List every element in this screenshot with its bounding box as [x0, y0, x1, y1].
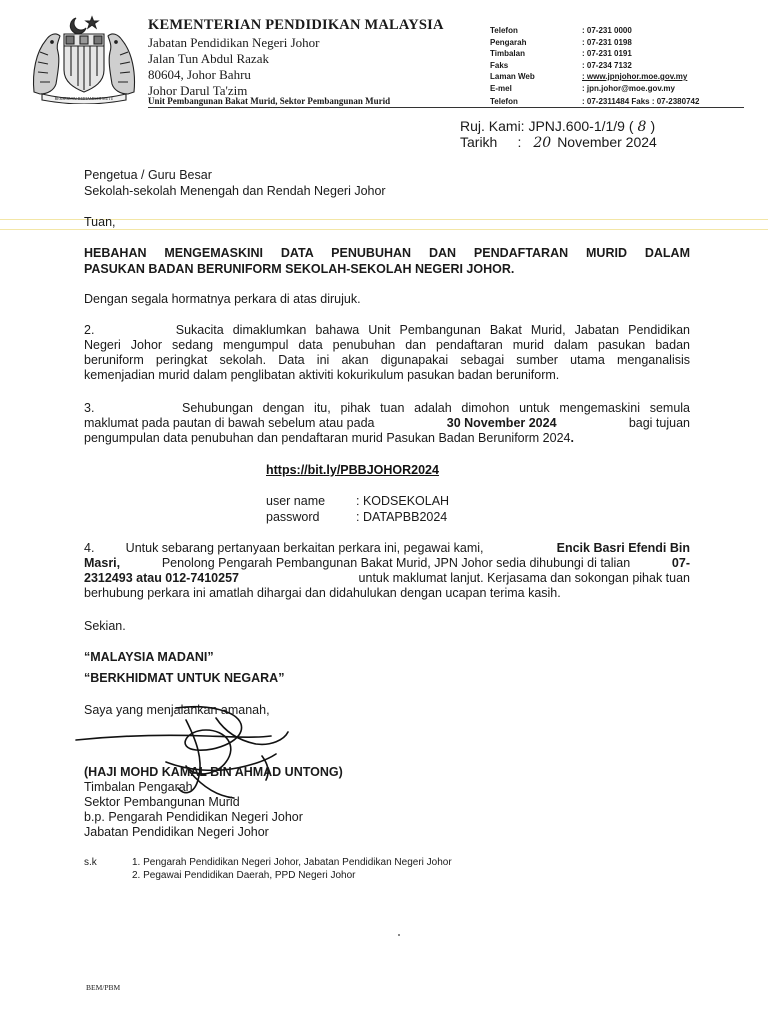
officer-name: Masri, [84, 556, 121, 570]
email-link[interactable]: : jpn.johor@moe.gov.my [582, 83, 675, 93]
address-line: Jalan Tun Abdul Razak [148, 51, 269, 66]
credential-value: : DATAPBB2024 [356, 510, 448, 524]
contact-label: Telefon [490, 97, 518, 106]
paragraph-line: kemenjadian murid dalam penglibatan aktiviti kokurikulum pasukan badan beruniform. [84, 368, 560, 382]
contact-value: : 07-234 7132 [582, 60, 632, 70]
paragraph-text: bagi tujuan [628, 416, 690, 430]
reference-handwritten: 8 [637, 119, 647, 135]
salutation: Tuan, [84, 215, 116, 229]
paragraph-3 [84, 401, 690, 446]
contact-value: : 07-231 0000 [582, 26, 632, 35]
contact-label: Laman Web [490, 72, 535, 81]
date-rest: November 2024 [557, 134, 657, 150]
contact-label: E-mel [490, 83, 512, 93]
contact-label: Timbalan [490, 49, 525, 58]
paragraph-2 [84, 323, 690, 383]
paragraph-line [84, 541, 690, 556]
phone-number: 07- [671, 556, 690, 570]
signatory-name: (HAJI MOHD KAMAL BIN AHMAD UNTONG) [84, 765, 343, 779]
paragraph-text: Penolong Pengarah Pembangunan Bakat Murid, JPN Johor sedia dihubungi di talian [161, 556, 631, 570]
paragraph-text: maklumat pada pautan di bawah sebelum atau pada [84, 416, 375, 430]
credential-label: user name [266, 494, 326, 508]
deadline-date: 30 November 2024 [446, 416, 557, 430]
credential-label: password [266, 510, 320, 524]
paragraph-text: . [570, 431, 574, 445]
slogan: “BERKHIDMAT UNTUK NEGARA” [84, 671, 285, 685]
paragraph-line: beruniform peringkat sekolah. Data ini akan digunapakai sebagai sumber utama menganalisis [84, 353, 690, 367]
recipient-line: Pengetua / Guru Besar [84, 168, 212, 182]
reference-close: ) [650, 118, 656, 134]
credential-row [266, 510, 447, 525]
paragraph-line: 3. Sehubungan dengan itu, pihak tuan adalah dimohon untuk mengemaskini semula [84, 401, 690, 415]
date-label: Tarikh [460, 134, 498, 150]
signatory-title: b.p. Pengarah Pendidikan Negeri Johor [84, 810, 303, 824]
address-line: 80604, Johor Bahru [148, 67, 251, 82]
officer-name: Encik Basri Efendi Bin [556, 541, 690, 555]
scan-speck [398, 934, 400, 936]
credential-value: : KODSEKOLAH [356, 494, 450, 508]
paragraph-text: untuk maklumat lanjut. Kerjasama dan sokongan pihak tuan [358, 571, 690, 585]
coat-of-arms-logo [28, 12, 140, 104]
cc-label: s.k [84, 857, 97, 868]
subject-line: HEBAHAN MENGEMASKINI DATA PENUBUHAN DAN PENDAFTARAN MURID DALAM [84, 246, 690, 260]
contact-value: : 07-2311484 Faks : 07-2380742 [582, 97, 700, 106]
recipient-line: Sekolah-sekolah Menengah dan Rendah Negeri Johor [84, 184, 386, 198]
paragraph-line [84, 556, 690, 571]
contact-block [490, 25, 750, 94]
contact-value: : 07-231 0198 [582, 37, 632, 47]
address-line: Jabatan Pendidikan Negeri Johor [148, 35, 320, 50]
paragraph-line: berhubung perkara ini amatlah dihargai dan didahulukan dengan ucapan terima kasih. [84, 586, 561, 600]
contact-label: Telefon [490, 26, 518, 35]
ministry-name: KEMENTERIAN PENDIDIKAN MALAYSIA [148, 17, 444, 33]
website-link[interactable]: : www.jpnjohor.moe.gov.my [582, 72, 688, 81]
survey-link[interactable]: https://bit.ly/PBBJOHOR2024 [266, 463, 439, 477]
date-handwritten: 20 [533, 135, 552, 151]
paragraph-text: pengumpulan data penubuhan dan pendaftaran murid Pasukan Badan Beruniform 2024 [84, 431, 571, 445]
credential-row [266, 494, 449, 509]
signatory-title: Sektor Pembangunan Murid [84, 795, 240, 809]
unit-name: Unit Pembangunan Bakat Murid, Sektor Pembangunan Murid [148, 96, 391, 106]
paragraph-line [84, 571, 690, 586]
subject-line: PASUKAN BADAN BERUNIFORM SEKOLAH-SEKOLAH NEGERI JOHOR. [84, 262, 515, 276]
sign-off: Saya yang menjalankan amanah, [84, 703, 270, 717]
svg-text:BERSEKUTU BERTAMBAH MUTU: BERSEKUTU BERTAMBAH MUTU [54, 97, 114, 101]
cc-item: 2. Pegawai Pendidikan Daerah, PPD Negeri Johor [132, 870, 356, 881]
signatory-title: Jabatan Pendidikan Negeri Johor [84, 825, 269, 839]
paragraph-line: Negeri Johor sedang mengumpul data penubuhan dan pendaftaran murid dalam pasukan badan [84, 338, 690, 352]
reference-number [460, 118, 655, 135]
opening-line: Dengan segala hormatnya perkara di atas dirujuk. [84, 292, 361, 306]
footer-code: BEM/PBM [86, 983, 121, 992]
address-line: Johor Darul Ta'zim [148, 83, 248, 98]
paragraph-text: 4. Untuk sebarang pertanyaan berkaitan perkara ini, pegawai kami, [84, 541, 484, 555]
paragraph-line [84, 416, 690, 431]
contact-label: Pengarah [490, 37, 527, 47]
closing: Sekian. [84, 619, 126, 633]
contact-value: : 07-231 0191 [582, 49, 632, 58]
letter-date [460, 134, 657, 151]
date-colon: : [517, 134, 522, 150]
paragraph-line [84, 431, 690, 446]
contact-row [490, 96, 699, 108]
phone-number: 2312493 atau 012-7410257 [84, 571, 239, 585]
slogan: “MALAYSIA MADANI” [84, 650, 214, 664]
contact-label: Faks [490, 60, 509, 70]
signatory-title: Timbalan Pengarah [84, 780, 193, 794]
paragraph-4 [84, 541, 690, 601]
reference-label: Ruj. Kami: JPNJ.600-1/1/9 ( [460, 118, 634, 134]
paragraph-line: 2. Sukacita dimaklumkan bahawa Unit Pembangunan Bakat Murid, Jabatan Pendidikan [84, 323, 690, 337]
cc-item: 1. Pengarah Pendidikan Negeri Johor, Jabatan Pendidikan Negeri Johor [132, 857, 452, 868]
